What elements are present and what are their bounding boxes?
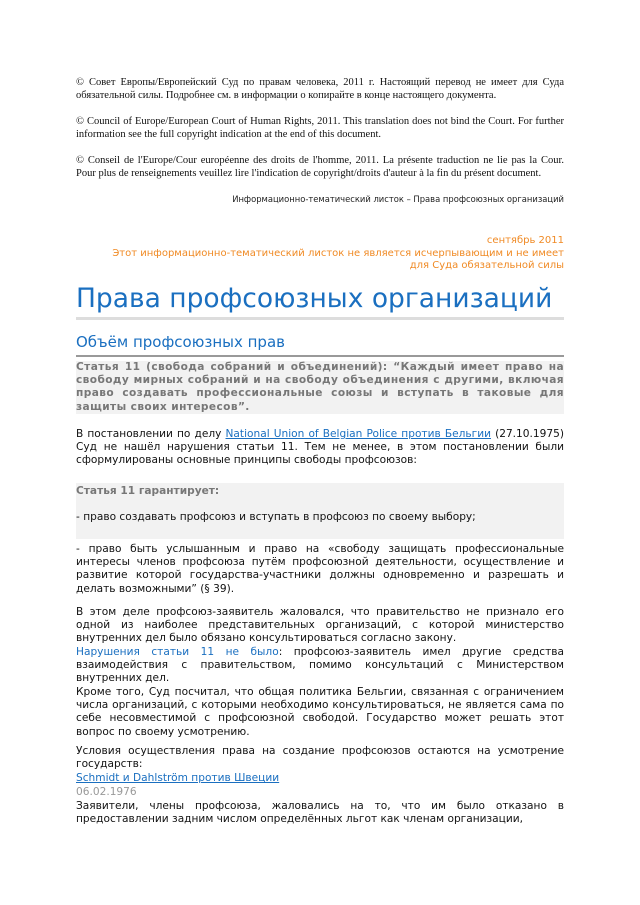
section-title: Объём профсоюзных прав (76, 332, 564, 357)
case1-finding (76, 646, 564, 686)
case2-date: 06.02.1976 (76, 786, 137, 798)
notice-text: Этот информационно-тематический листок не является исчерпывающим и не имеет для Суда обязательной силы (112, 247, 564, 271)
article-quote: Статья 11 (свобода собраний и объединений): “Каждый имеет право на свободу мирных собраний и на свободу объединения с другими, включая право создавать профессиональные союзы и вступать в таковые для защиты своих интересов”. (76, 361, 564, 413)
copyright-en: © Council of Europe/European Court of Human Rights, 2011. This translation does not bind the Court. For further information see the full copyright indication at the end of this document. (76, 116, 564, 140)
case1-more: Кроме того, Суд посчитал, что общая политика Бельгии, связанная с ограничением числа организаций, с которыми необходимо консультироваться, не является сама по себе несовместимой с профсоюзной свободой. Государство может решать этот вопрос по своему усмотрению. (76, 686, 564, 738)
case1-rest: (27.10.1975) Суд не нашёл нарушения статьи 11. Тем не менее, в этом постановлении были сформулированы основные принципы свободы профсоюзов: (76, 428, 564, 467)
copyright-fr: © Conseil de l'Europe/Cour européenne des droits de l'homme, 2011. La présente traduction ne lie pas la Cour. Pour plus de renseignements veuillez lire l'indication de copyright/droits d'auteur à la fin du présent document. (76, 155, 564, 179)
case2-link-line (76, 772, 564, 785)
notice-date: сентябрь 2011 (486, 235, 564, 246)
conditions: Условия осуществления права на создание профсоюзов остаются на усмотрение государств: (76, 745, 564, 771)
case1-intro: В постановлении по делу (76, 428, 226, 440)
case1-facts: В этом деле профсоюз-заявитель жаловался, что правительство не признало его одной из наиболее представительных организаций, с которой министерство внутренних дел было обязано консультироваться согласно закону. (76, 606, 564, 645)
finding-text: : профсоюз-заявитель имел другие средства взаимодействия с правительством, помимо консультаций с Министерством внутренних дел. (76, 646, 564, 685)
copyright-ru: © Совет Европы/Европейский Суд по правам человека, 2011 г. Настоящий перевод не имеет для Суда обязательной силы. Подробнее см. в информации о копирайте в конце настоящего документа. (76, 77, 564, 101)
running-header: Информационно-тематический листок – Права профсоюзных организаций (232, 194, 564, 204)
page-title: Права профсоюзных организаций (76, 283, 564, 320)
guarantees-heading: Статья 11 гарантирует: (76, 485, 220, 497)
case1-link[interactable]: National Union of Belgian Police против Бельгии (225, 428, 491, 440)
case2-text: Заявители, члены профсоюза, жаловались на то, что им было отказано в предоставлении задним числом определённых льгот как членам организации, (76, 800, 564, 826)
no-violation-label: Нарушения статьи 11 не было (76, 646, 279, 658)
guarantees-box (76, 483, 564, 539)
case1-paragraph (76, 428, 564, 468)
guarantee-item-2: - право быть услышанным и право на «свободу защищать профессиональные интересы членов профсоюза путём профсоюзной деятельности, осуществление и развитие которой государства-участники должны одновременно и разрешать и делать возможными” (§ 39). (76, 543, 564, 595)
guarantee-item-1: - право создавать профсоюз и вступать в профсоюз по своему выбору; (76, 511, 476, 524)
notice (76, 235, 564, 273)
case2-link[interactable]: Schmidt и Dahlström против Швеции (76, 772, 280, 784)
